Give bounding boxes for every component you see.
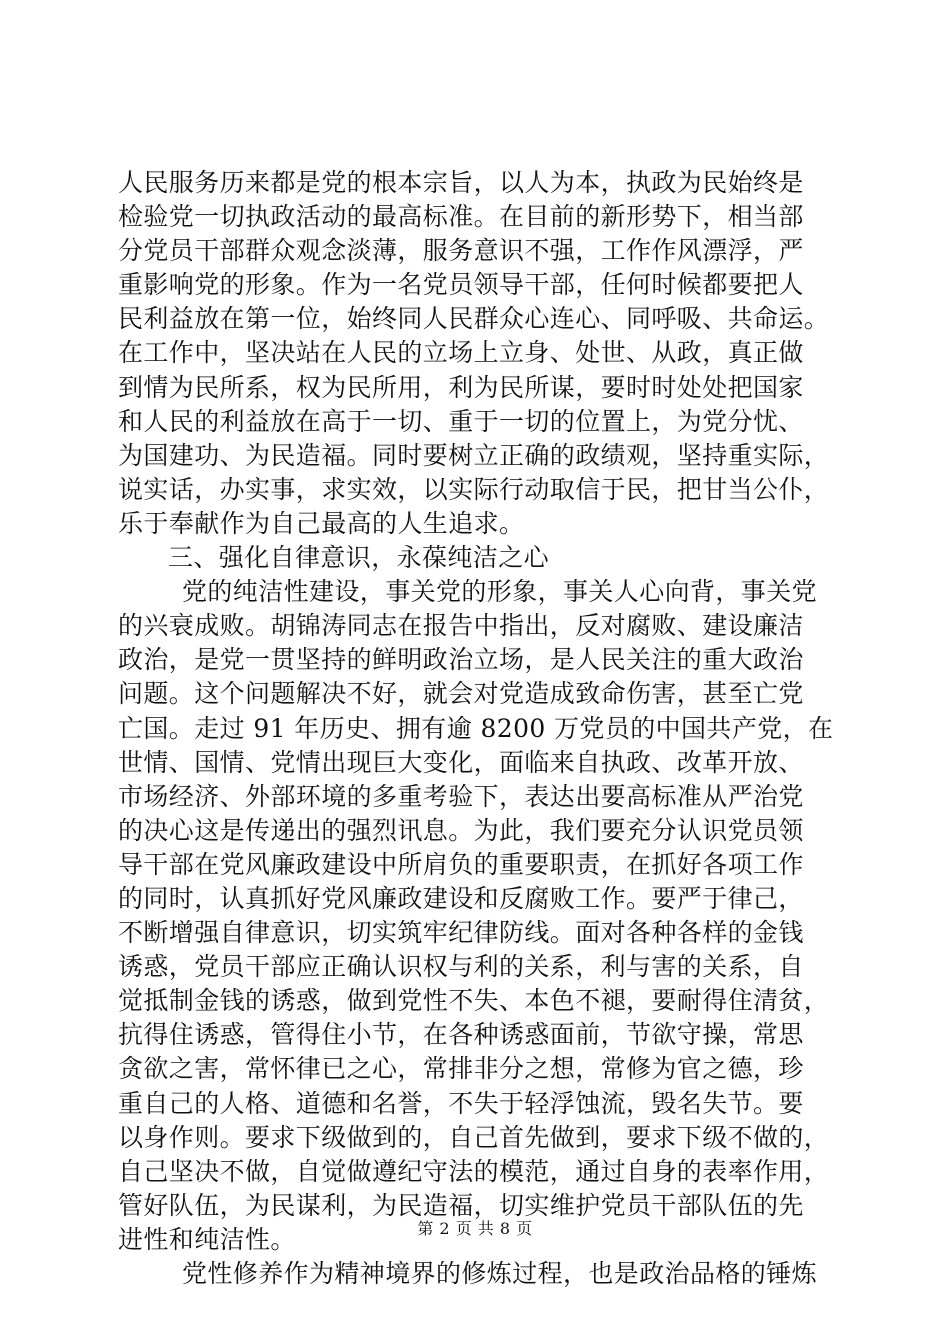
document-body [118,166,858,1291]
text-line: 党的纯洁性建设，事关党的形象，事关人心向背，事关党 [182,577,818,607]
text-line: 为国建功、为民造福。同时要树立正确的政绩观，坚持重实际， [118,440,830,470]
text-line: 贪欲之害，常怀律已之心，常排非分之想，常修为官之德，珍 [118,1054,804,1084]
text-line: 到情为民所系，权为民所用，利为民所谋，要时时处处把国家 [118,372,804,402]
text-line: 说实话，办实事，求实效，以实际行动取信于民，把甘当公仆， [118,474,830,504]
text-line: 党性修养作为精神境界的修炼过程，也是政治品格的锤炼 [182,1259,818,1288]
text-line: 诱惑，党员干部应正确认识权与利的关系，利与害的关系，自 [118,952,804,982]
text-line: 亡国。走过 91 年历史、拥有逾 8200 万党员的中国共产党，在 [118,713,834,743]
text-line: 抗得住诱惑，管得住小节，在各种诱惑面前，节欲守操，常思 [118,1020,804,1050]
section-heading: 三、强化自律意识，永葆纯洁之心 [168,543,550,573]
text-line: 以身作则。要求下级做到的，自己首先做到，要求下级不做的， [118,1122,830,1152]
text-line: 乐于奉献作为自己最高的人生追求。 [118,508,525,538]
text-line: 政治，是党一贯坚持的鲜明政治立场，是人民关注的重大政治 [118,645,804,675]
text-line: 自己坚决不做，自觉做遵纪守法的模范，通过自身的表率作用， [118,1156,830,1186]
text-line: 民利益放在第一位，始终同人民群众心连心、同呼吸、共命运。 [118,304,830,334]
text-line: 在工作中，坚决站在人民的立场上立身、处世、从政，真正做 [118,338,804,368]
text-line: 市场经济、外部环境的多重考验下，表达出要高标准从严治党 [118,781,804,811]
text-line: 重自己的人格、道德和名誉，不失于轻浮蚀流，毁名失节。要 [118,1088,804,1118]
text-line: 不断增强自律意识，切实筑牢纪律防线。面对各种各样的金钱 [118,918,804,948]
text-line: 重影响党的形象。作为一名党员领导干部，任何时候都要把人 [118,270,804,300]
text-line: 进性和纯洁性。 [118,1224,296,1254]
page-footer: 第 2 页 共 8 页 [417,1219,533,1238]
text-line: 的兴衰成败。胡锦涛同志在报告中指出，反对腐败、建设廉洁 [118,611,804,641]
text-line: 检验党一切执政活动的最高标准。在目前的新形势下，相当部 [118,202,804,232]
text-line: 分党员干部群众观念淡薄，服务意识不强，工作作风漂浮，严 [118,236,804,266]
text-line: 管好队伍，为民谋利，为民造福，切实维护党员干部队伍的先 [118,1190,804,1220]
text-line: 世情、国情、党情出现巨大变化，面临来自执政、改革开放、 [118,747,804,777]
text-line: 和人民的利益放在高于一切、重于一切的位置上，为党分忧、 [118,406,804,436]
text-line: 问题。这个问题解决不好，就会对党造成致命伤害，甚至亡党 [118,679,804,709]
text-line: 的决心这是传递出的强烈讯息。为此，我们要充分认识党员领 [118,815,804,845]
text-line: 导干部在党风廉政建设中所肩负的重要职责，在抓好各项工作 [118,849,804,879]
text-line: 人民服务历来都是党的根本宗旨，以人为本，执政为民始终是 [118,168,804,197]
text-line: 觉抵制金钱的诱惑，做到党性不失、本色不褪，要耐得住清贫， [118,986,830,1016]
text-line: 的同时，认真抓好党风廉政建设和反腐败工作。要严于律己， [118,883,804,913]
